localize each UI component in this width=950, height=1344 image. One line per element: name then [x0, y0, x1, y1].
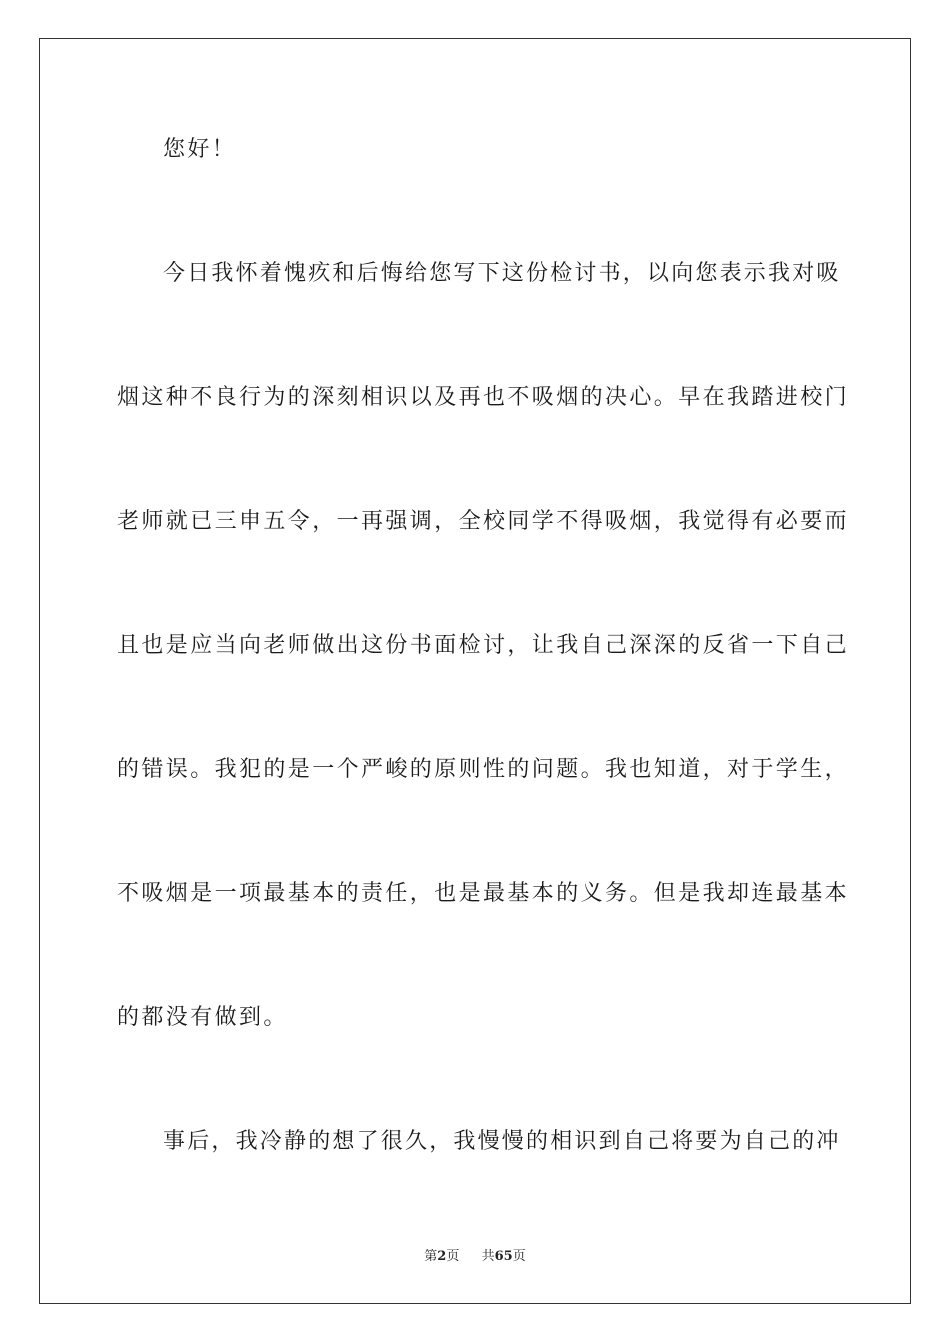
- total-prefix: 共: [481, 1249, 495, 1264]
- paragraph-1-line-6: 不吸烟是一项最基本的责任，也是最基本的义务。但是我却连最基本: [117, 881, 850, 906]
- paragraph-1-line-5: 的错误。我犯的是一个严峻的原则性的问题。我也知道，对于学生，: [117, 757, 850, 782]
- paragraph-1-line-7: 的都没有做到。: [117, 1005, 288, 1030]
- page-number: 2: [437, 1249, 447, 1264]
- paragraph-1-line-4: 且也是应当向老师做出这份书面检讨，让我自己深深的反省一下自己: [117, 633, 850, 658]
- total-pages: 65: [494, 1249, 513, 1264]
- greeting-line: 您好！: [163, 137, 237, 162]
- paragraph-1-line-2: 烟这种不良行为的深刻相识以及再也不吸烟的决心。早在我踏进校门: [117, 385, 850, 410]
- page-prefix: 第: [424, 1249, 438, 1264]
- paragraph-1-line-3: 老师就已三申五令，一再强调，全校同学不得吸烟，我觉得有必要而: [117, 509, 850, 534]
- page-suffix: 页: [446, 1249, 460, 1264]
- paragraph-1-line-1: 今日我怀着愧疚和后悔给您写下这份检讨书，以向您表示我对吸: [163, 261, 841, 286]
- paragraph-2-line-1: 事后，我冷静的想了很久，我慢慢的相识到自己将要为自己的冲: [163, 1129, 841, 1154]
- page-border: [39, 38, 911, 1304]
- total-suffix: 页: [512, 1249, 526, 1264]
- page-footer: [0, 1248, 950, 1266]
